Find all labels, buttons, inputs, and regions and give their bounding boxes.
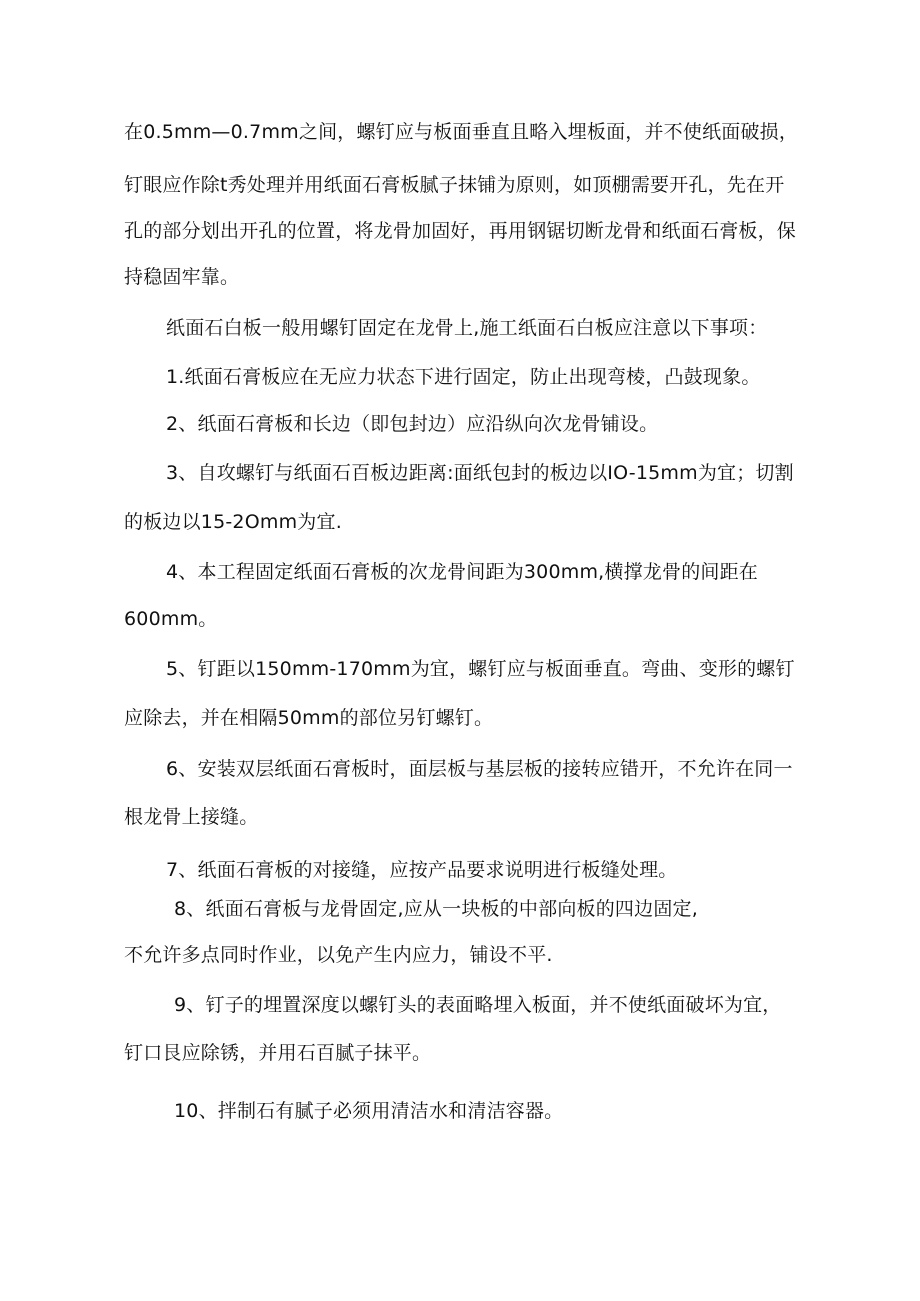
list-item-4-cont: 600mm。 [124,608,218,630]
list-item-3: 3、自攻螺钉与纸面石百板边距离:面纸包封的板边以IO-15mm为宜；切割 [166,462,794,484]
list-item-6-cont: 根龙骨上接缝。 [124,806,259,828]
list-item-5-cont: 应除去，并在相隔50mm的部位另钉螺钉。 [124,707,494,729]
paragraph-line: 持稳固牢靠。 [124,266,240,288]
list-item-2: 2、纸面石膏板和长边（即包封边）应沿纵向次龙骨铺设。 [166,413,659,435]
list-item-7: 7、纸面石膏板的对接缝，应按产品要求说明进行板缝处理。 [166,859,678,881]
list-item-3-cont: 的板边以15-2Omm为宜. [124,511,342,533]
paragraph-line: 孔的部分划出开孔的位置，将龙骨加固好，再用钢锯切断龙骨和纸面石膏板，保 [124,220,797,242]
list-item-9-cont: 钉口艮应除锈，并用石百腻子抹平。 [124,1042,432,1064]
paragraph-line: 在0.5mm—0.7mm之间，螺钉应与板面垂直且略入埋板面，并不使纸面破损， [124,121,799,143]
list-item-5: 5、钉距以150mm-170mm为宜，螺钉应与板面垂直。弯曲、变形的螺钉 [166,658,795,680]
list-item-8: 8、纸面石膏板与龙骨固定,应从一块板的中部向板的四边固定, [174,898,698,920]
list-item-8-cont: 不允许多点同时作业，以免产生内应力，铺设不平. [124,944,553,966]
list-item-4: 4、本工程固定纸面石膏板的次龙骨间距为300mm,横撑龙骨的间距在 [166,561,759,583]
list-item-6: 6、安装双层纸面石膏板时，面层板与基层板的接转应错开，不允许在同一 [166,758,793,780]
paragraph-line: 钉眼应作除t秀处理并用纸面石膏板腻子抹铺为原则，如顶棚需要开孔，先在开 [124,174,785,196]
list-item-1: 1.纸面石膏板应在无应力状态下进行固定，防止出现弯棱，凸鼓现象。 [166,366,761,388]
list-item-9: 9、钉子的埋置深度以螺钉头的表面略埋入板面，并不使纸面破坏为宜， [174,994,782,1016]
list-item-10: 10、拌制石有腻子必须用清洁水和清洁容器。 [174,1100,564,1122]
paragraph-line: 纸面石白板一般用螺钉固定在龙骨上,施工纸面石白板应注意以下事项： [166,317,768,339]
